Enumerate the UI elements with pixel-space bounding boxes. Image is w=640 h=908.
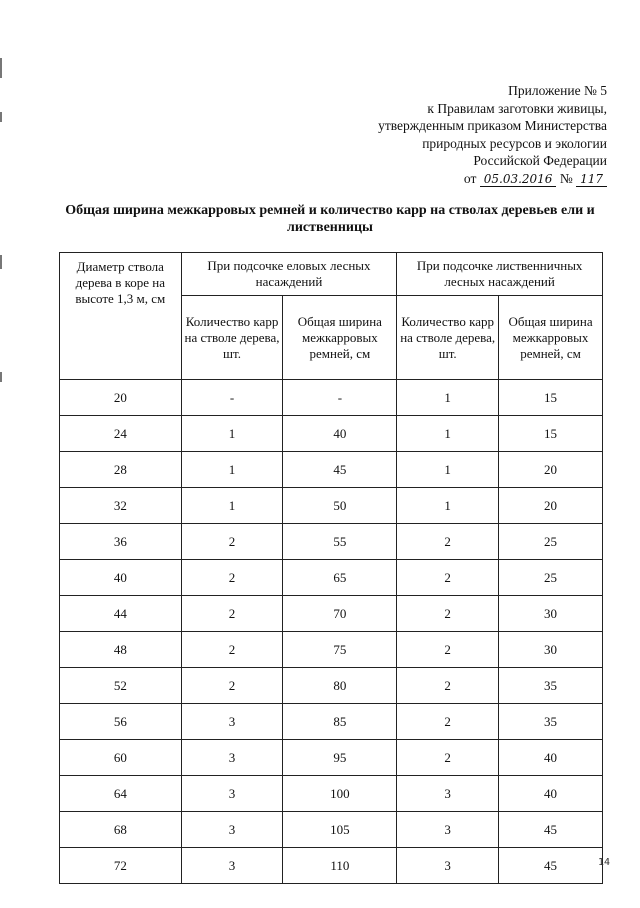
cell-spruce-count: 3 [181,704,283,740]
cell-larch-width: 20 [499,488,603,524]
cell-larch-width: 35 [499,704,603,740]
table-row [60,704,603,740]
table-body [60,380,603,884]
page-number: 14 [597,857,610,868]
table-row [60,596,603,632]
table-row [60,776,603,812]
cell-larch-count: 3 [397,848,499,884]
cell-larch-count: 2 [397,704,499,740]
table-row [60,524,603,560]
data-table [59,252,603,884]
cell-spruce-count: 3 [181,812,283,848]
cell-larch-count: 3 [397,776,499,812]
cell-diameter: 60 [60,740,182,776]
cell-spruce-width: 50 [283,488,397,524]
cell-larch-count: 2 [397,560,499,596]
cell-spruce-count: 1 [181,416,283,452]
subheader-larch-width: Общая ширина межкарровых ремней, см [499,296,603,380]
cell-larch-width: 30 [499,596,603,632]
cell-spruce-count: 2 [181,632,283,668]
cell-spruce-count: 2 [181,668,283,704]
cell-diameter: 48 [60,632,182,668]
cell-larch-width: 25 [499,560,603,596]
cell-spruce-width: 55 [283,524,397,560]
appendix-line-5: Российской Федерации [473,153,607,168]
cell-larch-count: 1 [397,416,499,452]
table-row [60,560,603,596]
table-row [60,380,603,416]
header-diameter: Диаметр ствола дерева в коре на высоте 1,3 м, см [60,253,182,380]
scan-edge-marks [0,0,4,908]
table-row [60,812,603,848]
cell-spruce-width: 95 [283,740,397,776]
cell-larch-count: 1 [397,380,499,416]
appendix-line-3: утвержденным приказом Министерства [378,118,607,133]
subheader-spruce-width: Общая ширина межкарровых ремней, см [283,296,397,380]
cell-diameter: 36 [60,524,182,560]
cell-diameter: 64 [60,776,182,812]
cell-spruce-count: 2 [181,560,283,596]
handwritten-date: 05.03.2016 [480,172,557,187]
cell-larch-width: 15 [499,416,603,452]
cell-larch-count: 1 [397,488,499,524]
appendix-header [307,82,607,187]
cell-larch-count: 2 [397,632,499,668]
cell-diameter: 44 [60,596,182,632]
subheader-spruce-count: Количество карр на стволе дерева, шт. [181,296,283,380]
cell-diameter: 68 [60,812,182,848]
cell-larch-width: 45 [499,812,603,848]
cell-diameter: 32 [60,488,182,524]
cell-larch-count: 2 [397,524,499,560]
table-row [60,668,603,704]
cell-spruce-width: 80 [283,668,397,704]
cell-spruce-count: 1 [181,488,283,524]
cell-spruce-count: 2 [181,524,283,560]
cell-diameter: 28 [60,452,182,488]
cell-larch-count: 3 [397,812,499,848]
table-row [60,416,603,452]
cell-spruce-width: - [283,380,397,416]
header-larch: При подсочке лиственничных лесных насаждений [397,253,603,296]
document-title: Общая ширина межкарровых ремней и количество карр на стволах деревьев ели и лиственницы [65,203,595,235]
appendix-line-2: к Правилам заготовки живицы, [427,100,607,116]
cell-larch-width: 45 [499,848,603,884]
cell-spruce-count: 2 [181,596,283,632]
cell-spruce-count: - [181,380,283,416]
cell-diameter: 52 [60,668,182,704]
appendix-line-1: Приложение № 5 [508,83,607,98]
header-spruce: При подсочке еловых лесных насаждений [181,253,397,296]
cell-larch-width: 15 [499,380,603,416]
cell-larch-width: 40 [499,776,603,812]
table-row [60,452,603,488]
table-row [60,848,603,884]
cell-diameter: 20 [60,380,182,416]
cell-spruce-width: 70 [283,596,397,632]
cell-spruce-count: 3 [181,776,283,812]
cell-larch-count: 2 [397,668,499,704]
cell-larch-count: 2 [397,596,499,632]
cell-spruce-width: 100 [283,776,397,812]
cell-larch-count: 1 [397,452,499,488]
cell-diameter: 72 [60,848,182,884]
cell-larch-width: 20 [499,452,603,488]
cell-diameter: 24 [60,416,182,452]
cell-spruce-width: 45 [283,452,397,488]
cell-larch-width: 35 [499,668,603,704]
cell-spruce-width: 40 [283,416,397,452]
cell-larch-width: 30 [499,632,603,668]
from-label: от [463,170,477,186]
appendix-line-4: природных ресурсов и экологии [422,135,607,151]
cell-spruce-count: 1 [181,452,283,488]
cell-spruce-width: 110 [283,848,397,884]
cell-spruce-width: 65 [283,560,397,596]
cell-diameter: 56 [60,704,182,740]
cell-diameter: 40 [60,560,182,596]
cell-spruce-width: 85 [283,704,397,740]
appendix-date-line [307,170,607,188]
table-row [60,632,603,668]
cell-spruce-count: 3 [181,740,283,776]
subheader-larch-count: Количество карр на стволе дерева, шт. [397,296,499,380]
cell-spruce-width: 75 [283,632,397,668]
cell-spruce-width: 105 [283,812,397,848]
cell-larch-width: 40 [499,740,603,776]
table-row [60,488,603,524]
table-row [60,740,603,776]
handwritten-number: 117 [576,172,607,187]
cell-spruce-count: 3 [181,848,283,884]
number-label: № [559,170,573,186]
cell-larch-count: 2 [397,740,499,776]
cell-larch-width: 25 [499,524,603,560]
